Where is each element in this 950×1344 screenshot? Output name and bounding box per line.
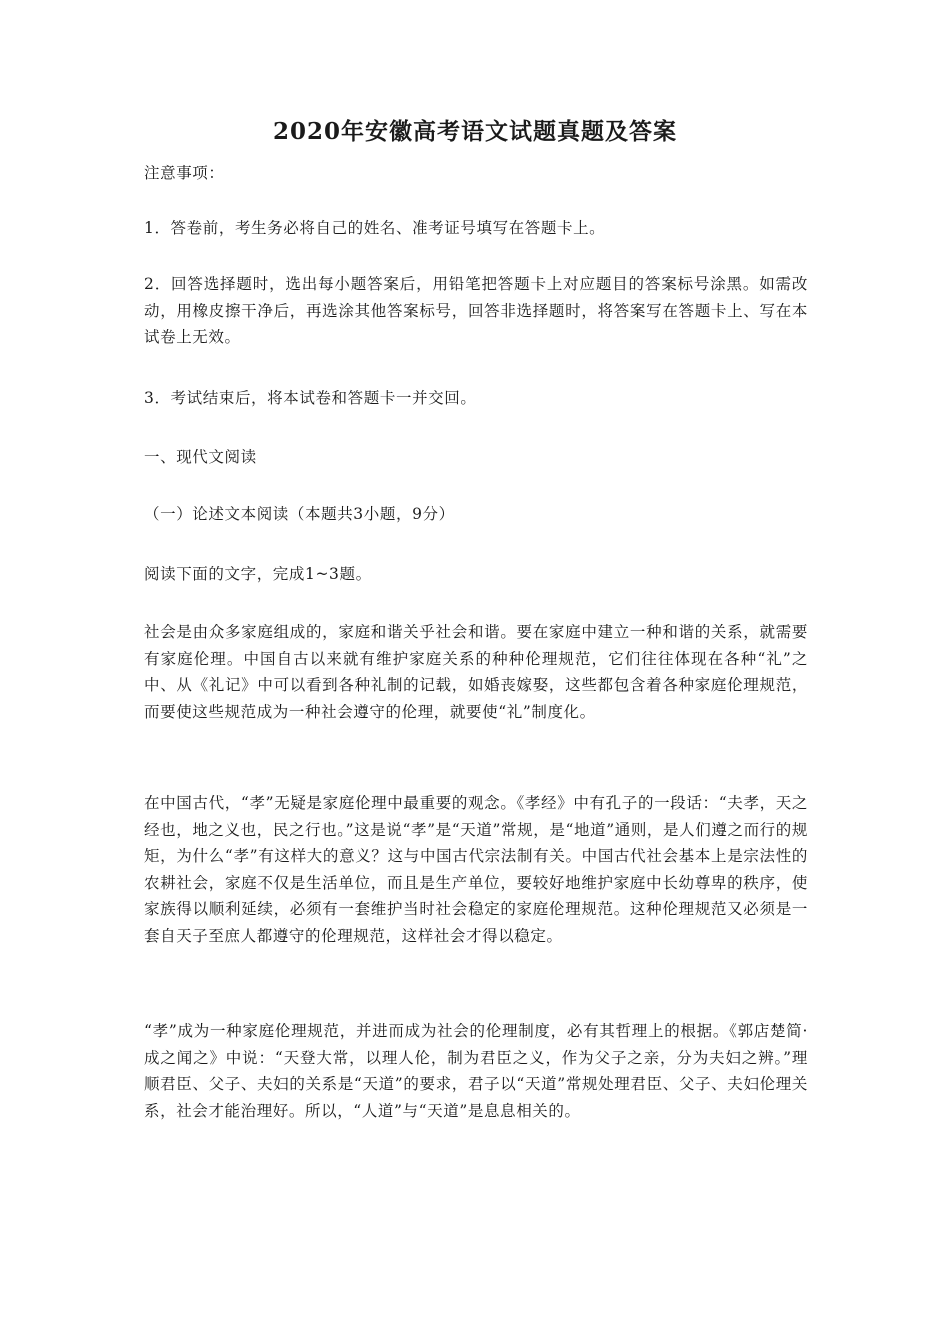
notice-heading: 注意事项： <box>144 164 225 182</box>
note-3: 3．考试结束后，将本试卷和答题卡一并交回。 <box>144 389 477 407</box>
note-1: 1．答卷前，考生务必将自己的姓名、准考证号填写在答题卡上。 <box>144 219 606 237</box>
reading-instruction: 阅读下面的文字，完成1~3题。 <box>144 565 372 583</box>
subsection-heading: （一）论述文本阅读（本题共3小题，9分） <box>144 505 455 523</box>
passage-paragraph-1: 社会是由众多家庭组成的，家庭和谐关乎社会和谐。要在家庭中建立一种和谐的关系，就需要有家庭伦理。中国自古以来就有维护家庭关系的种种伦理规范，它们往往体现在各种“礼”之中、从《礼记》中可以看到各种礼制的记载，如婚丧嫁娶，这些都包含着各种家庭伦理规范，而要使这些规范成为一种社会遵守的伦理，就要使“礼”制度化。 <box>144 623 808 721</box>
note-2: 2．回答选择题时，选出每小题答案后，用铅笔把答题卡上对应题目的答案标号涂黑。如需改动，用橡皮擦干净后，再选涂其他答案标号，回答非选择题时，将答案写在答题卡上、写在本试卷上无效。 <box>144 275 808 346</box>
document-title: 2020年安徽高考语文试题真题及答案 <box>272 118 677 145</box>
passage-paragraph-3: “孝”成为一种家庭伦理规范，并进而成为社会的伦理制度，必有其哲理上的根据。《郭店楚简·成之闻之》中说：“天登大常，以理人伦，制为君臣之义，作为父子之亲，分为夫妇之辨。”理顺君臣、父子、夫妇的关系是“天道”的要求，君子以“天道”常规处理君臣、父子、夫妇伦理关系，社会才能治理好。所以，“人道”与“天道”是息息相关的。 <box>144 1022 808 1120</box>
section-heading: 一、现代文阅读 <box>144 448 257 466</box>
passage-paragraph-2: 在中国古代，“孝”无疑是家庭伦理中最重要的观念。《孝经》中有孔子的一段话：“夫孝，天之经也，地之义也，民之行也。”这是说“孝”是“天道”常规，是“地道”通则，是人们遵之而行的规矩，为什么“孝”有这样大的意义？这与中国古代宗法制有关。中国古代社会基本上是宗法性的农耕社会，家庭不仅是生活单位，而且是生产单位，要较好地维护家庭中长幼尊卑的秩序，使家族得以顺利延续，必须有一套维护当时社会稳定的家庭伦理规范。这种伦理规范又必须是一套自天子至庶人都遵守的伦理规范，这样社会才得以稳定。 <box>144 794 808 945</box>
